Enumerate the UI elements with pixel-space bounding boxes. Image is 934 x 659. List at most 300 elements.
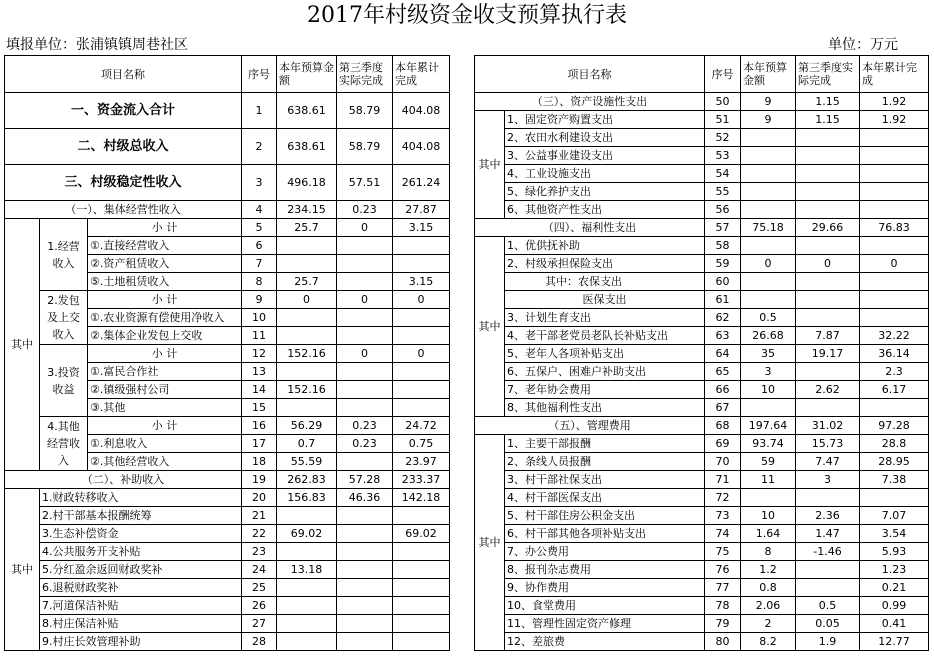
- row-number: 56: [705, 201, 741, 219]
- budget-value: [741, 291, 796, 309]
- table-row: [475, 435, 929, 453]
- q3-value: [796, 579, 860, 597]
- q3-value: [337, 309, 393, 327]
- row-number: 11: [242, 327, 277, 345]
- budget-value: 1.64: [741, 525, 796, 543]
- row-label: 5、村干部住房公积金支出: [505, 507, 705, 525]
- row-label: 1、主要干部报酬: [505, 435, 705, 453]
- qizhong-label: 其中: [475, 111, 505, 219]
- header-cumulative: 本年累计完成: [860, 56, 929, 93]
- budget-value: 496.18: [277, 165, 337, 201]
- q3-value: 0.5: [796, 597, 860, 615]
- q3-value: [796, 273, 860, 291]
- row-number: 12: [242, 345, 277, 363]
- table-row: [475, 291, 929, 309]
- budget-value: 156.83: [277, 489, 337, 507]
- row-label: 3、村干部社保支出: [505, 471, 705, 489]
- budget-value: 10: [741, 507, 796, 525]
- header-q3: 第三季度实际完成: [796, 56, 860, 93]
- budget-value: 26.68: [741, 327, 796, 345]
- cumulative-value: 142.18: [393, 489, 450, 507]
- other-income-group: 4.其他经营收入: [40, 417, 88, 471]
- row-label: 7.河道保洁补贴: [40, 597, 242, 615]
- cumulative-value: [860, 183, 929, 201]
- row-label: ①.直接经营收入: [88, 237, 242, 255]
- q3-value: 2.36: [796, 507, 860, 525]
- row-label: 三、村级稳定性收入: [5, 165, 242, 201]
- budget-value: 25.7: [277, 219, 337, 237]
- table-row: [475, 417, 929, 435]
- budget-value: [277, 633, 337, 651]
- table-row: [475, 471, 929, 489]
- q3-value: 1.15: [796, 111, 860, 129]
- budget-value: [741, 147, 796, 165]
- budget-value: 0: [741, 255, 796, 273]
- table-row: [475, 579, 929, 597]
- cumulative-value: 27.87: [393, 201, 450, 219]
- cumulative-value: [393, 309, 450, 327]
- cumulative-value: 0.99: [860, 597, 929, 615]
- cumulative-value: 0: [393, 345, 450, 363]
- q3-value: 31.02: [796, 417, 860, 435]
- contract-income-group: 2.发包及上交收入: [40, 291, 88, 345]
- row-number: 27: [242, 615, 277, 633]
- q3-value: 2.62: [796, 381, 860, 399]
- table-header: [475, 56, 929, 93]
- table-row: [475, 237, 929, 255]
- budget-value: 75.18: [741, 219, 796, 237]
- row-label: 6、其他资产性支出: [505, 201, 705, 219]
- row-label: 5.分红盈余返回财政奖补: [40, 561, 242, 579]
- budget-value: 638.61: [277, 129, 337, 165]
- budget-value: 3: [741, 363, 796, 381]
- budget-value: 0: [277, 291, 337, 309]
- budget-value: [741, 399, 796, 417]
- q3-value: 0.05: [796, 615, 860, 633]
- row-number: 69: [705, 435, 741, 453]
- cumulative-value: [393, 507, 450, 525]
- row-number: 20: [242, 489, 277, 507]
- row-number: 10: [242, 309, 277, 327]
- cumulative-value: 1.92: [860, 111, 929, 129]
- budget-value: 0.7: [277, 435, 337, 453]
- row-number: 62: [705, 309, 741, 327]
- cumulative-value: [393, 615, 450, 633]
- row-label: （五）、管理费用: [475, 417, 705, 435]
- cumulative-value: 7.38: [860, 471, 929, 489]
- budget-value: [277, 237, 337, 255]
- cumulative-value: 28.8: [860, 435, 929, 453]
- row-label: 一、资金流入合计: [5, 93, 242, 129]
- qizhong-label: 其中: [5, 219, 40, 471]
- budget-value: 2: [741, 615, 796, 633]
- row-number: 19: [242, 471, 277, 489]
- row-label: 2、农田水利建设支出: [505, 129, 705, 147]
- row-number: 76: [705, 561, 741, 579]
- table-row: [5, 525, 450, 543]
- row-label: 3、计划生育支出: [505, 309, 705, 327]
- cumulative-value: 0.21: [860, 579, 929, 597]
- row-label: ⑤.土地租赁收入: [88, 273, 242, 291]
- operating-income-group: 1.经营收入: [40, 219, 88, 291]
- row-label: 8.村庄保洁补贴: [40, 615, 242, 633]
- cumulative-value: 36.14: [860, 345, 929, 363]
- budget-value: 0.5: [741, 309, 796, 327]
- budget-value: 0.8: [741, 579, 796, 597]
- q3-value: [796, 165, 860, 183]
- row-label: 医保支出: [505, 291, 705, 309]
- income-table: [4, 55, 450, 651]
- table-row: [5, 129, 450, 165]
- table-row: [475, 489, 929, 507]
- row-label: 7、办公费用: [505, 543, 705, 561]
- cumulative-value: [393, 579, 450, 597]
- row-number: 15: [242, 399, 277, 417]
- row-label: 3.生态补偿资金: [40, 525, 242, 543]
- q3-value: [337, 597, 393, 615]
- row-label: 1.财政转移收入: [40, 489, 242, 507]
- cumulative-value: 1.23: [860, 561, 929, 579]
- table-row: [475, 381, 929, 399]
- row-label: 2、村级承担保险支出: [505, 255, 705, 273]
- row-label: 6、村干部其他各项补贴支出: [505, 525, 705, 543]
- q3-value: 58.79: [337, 129, 393, 165]
- row-label: 8、报刊杂志费用: [505, 561, 705, 579]
- budget-value: 13.18: [277, 561, 337, 579]
- q3-value: [337, 579, 393, 597]
- budget-value: 9: [741, 93, 796, 111]
- reporting-unit: 填报单位：张浦镇镇周巷社区: [6, 37, 188, 53]
- row-number: 1: [242, 93, 277, 129]
- budget-value: 152.16: [277, 381, 337, 399]
- table-row: [475, 345, 929, 363]
- row-label: ①.富民合作社: [88, 363, 242, 381]
- budget-value: [277, 399, 337, 417]
- budget-value: 1.2: [741, 561, 796, 579]
- budget-value: [277, 327, 337, 345]
- budget-value: [741, 273, 796, 291]
- cumulative-value: 1.92: [860, 93, 929, 111]
- cumulative-value: 32.22: [860, 327, 929, 345]
- budget-value: [741, 201, 796, 219]
- row-label: 9、协作费用: [505, 579, 705, 597]
- row-label: ②.其他经营收入: [88, 453, 242, 471]
- header-q3: 第三季度实际完成: [337, 56, 393, 93]
- budget-value: [277, 579, 337, 597]
- budget-value: 9: [741, 111, 796, 129]
- cumulative-value: 3.54: [860, 525, 929, 543]
- cumulative-value: [393, 399, 450, 417]
- q3-value: [796, 489, 860, 507]
- cumulative-value: [393, 633, 450, 651]
- budget-value: 638.61: [277, 93, 337, 129]
- cumulative-value: [860, 147, 929, 165]
- row-number: 53: [705, 147, 741, 165]
- table-row: [475, 327, 929, 345]
- row-number: 59: [705, 255, 741, 273]
- q3-value: 46.36: [337, 489, 393, 507]
- q3-value: [796, 399, 860, 417]
- qizhong-label: 其中: [5, 489, 40, 651]
- table-row: [475, 129, 929, 147]
- budget-value: 55.59: [277, 453, 337, 471]
- page-title: 2017年村级资金收支预算执行表: [307, 3, 627, 28]
- q3-value: [337, 255, 393, 273]
- budget-value: 25.7: [277, 273, 337, 291]
- row-number: 57: [705, 219, 741, 237]
- q3-value: 3: [796, 471, 860, 489]
- table-row: [475, 597, 929, 615]
- budget-value: 35: [741, 345, 796, 363]
- row-number: 6: [242, 237, 277, 255]
- budget-value: 56.29: [277, 417, 337, 435]
- header-cumulative: 本年累计完成: [393, 56, 450, 93]
- q3-value: 19.17: [796, 345, 860, 363]
- row-label: ②.镇级强村公司: [88, 381, 242, 399]
- row-label: 1、固定资产购置支出: [505, 111, 705, 129]
- row-number: 66: [705, 381, 741, 399]
- table-row: [475, 507, 929, 525]
- budget-value: 8.2: [741, 633, 796, 651]
- row-label: ①.利息收入: [88, 435, 242, 453]
- budget-value: [741, 129, 796, 147]
- q3-value: 0: [337, 291, 393, 309]
- q3-value: [337, 237, 393, 255]
- cumulative-value: 3.15: [393, 219, 450, 237]
- q3-value: 1.47: [796, 525, 860, 543]
- table-row: [5, 543, 450, 561]
- q3-value: [796, 561, 860, 579]
- table-row: [5, 633, 450, 651]
- budget-value: [741, 237, 796, 255]
- cumulative-value: 404.08: [393, 93, 450, 129]
- table-row: [5, 615, 450, 633]
- q3-value: 57.51: [337, 165, 393, 201]
- q3-value: 7.87: [796, 327, 860, 345]
- cumulative-value: 3.15: [393, 273, 450, 291]
- row-label: 10、食堂费用: [505, 597, 705, 615]
- table-row: [5, 201, 450, 219]
- header-budget: 本年预算金额: [277, 56, 337, 93]
- q3-value: [337, 561, 393, 579]
- row-label: 4、工业设施支出: [505, 165, 705, 183]
- q3-value: 29.66: [796, 219, 860, 237]
- header-item: 项目名称: [475, 56, 705, 93]
- table-row: [475, 309, 929, 327]
- q3-value: -1.46: [796, 543, 860, 561]
- currency-unit: 单位：万元: [828, 37, 898, 53]
- cumulative-value: [393, 237, 450, 255]
- q3-value: [337, 543, 393, 561]
- row-number: 70: [705, 453, 741, 471]
- budget-value: 11: [741, 471, 796, 489]
- row-number: 63: [705, 327, 741, 345]
- row-number: 60: [705, 273, 741, 291]
- row-number: 64: [705, 345, 741, 363]
- row-label: 6、五保户、困难户补助支出: [505, 363, 705, 381]
- row-label: 8、其他福利性支出: [505, 399, 705, 417]
- row-label: 9.村庄长效管理补助: [40, 633, 242, 651]
- cumulative-value: 6.17: [860, 381, 929, 399]
- q3-value: 1.9: [796, 633, 860, 651]
- q3-value: [337, 525, 393, 543]
- budget-value: 93.74: [741, 435, 796, 453]
- budget-value: 59: [741, 453, 796, 471]
- table-row: [5, 417, 450, 435]
- row-number: 67: [705, 399, 741, 417]
- table-row: [475, 183, 929, 201]
- row-label: 2.村干部基本报酬统筹: [40, 507, 242, 525]
- row-label: 3、公益事业建设支出: [505, 147, 705, 165]
- table-row: [5, 165, 450, 201]
- row-label: ②.集体企业发包上交收: [88, 327, 242, 345]
- row-number: 55: [705, 183, 741, 201]
- row-number: 5: [242, 219, 277, 237]
- cumulative-value: 404.08: [393, 129, 450, 165]
- row-label: 4、村干部医保支出: [505, 489, 705, 507]
- header-no: 序号: [242, 56, 277, 93]
- cumulative-value: [393, 327, 450, 345]
- row-number: 77: [705, 579, 741, 597]
- row-number: 9: [242, 291, 277, 309]
- row-number: 2: [242, 129, 277, 165]
- table-row: [475, 453, 929, 471]
- table-row: [475, 363, 929, 381]
- cumulative-value: 2.3: [860, 363, 929, 381]
- row-label: 二、村级总收入: [5, 129, 242, 165]
- budget-value: 8: [741, 543, 796, 561]
- cumulative-value: [860, 129, 929, 147]
- q3-value: 0.23: [337, 435, 393, 453]
- row-number: 61: [705, 291, 741, 309]
- table-row: [5, 471, 450, 489]
- row-number: 75: [705, 543, 741, 561]
- cumulative-value: 23.97: [393, 453, 450, 471]
- cumulative-value: 0: [393, 291, 450, 309]
- row-number: 23: [242, 543, 277, 561]
- row-number: 74: [705, 525, 741, 543]
- table-row: [475, 543, 929, 561]
- table-row: [475, 255, 929, 273]
- row-number: 54: [705, 165, 741, 183]
- budget-value: 152.16: [277, 345, 337, 363]
- row-number: 7: [242, 255, 277, 273]
- q3-value: [337, 399, 393, 417]
- row-label: 小 计: [88, 417, 242, 435]
- row-number: 79: [705, 615, 741, 633]
- cumulative-value: [860, 399, 929, 417]
- row-number: 17: [242, 435, 277, 453]
- cumulative-value: 0.41: [860, 615, 929, 633]
- row-number: 13: [242, 363, 277, 381]
- q3-value: [337, 633, 393, 651]
- budget-value: 234.15: [277, 201, 337, 219]
- row-number: 14: [242, 381, 277, 399]
- cumulative-value: 261.24: [393, 165, 450, 201]
- table-row: [475, 615, 929, 633]
- table-row: [5, 291, 450, 309]
- row-label: 小 计: [88, 345, 242, 363]
- budget-value: [277, 615, 337, 633]
- table-row: [475, 273, 929, 291]
- row-label: ①.农业资源有偿使用净收入: [88, 309, 242, 327]
- row-label: 小 计: [88, 291, 242, 309]
- row-number: 8: [242, 273, 277, 291]
- row-label: ②.资产租赁收入: [88, 255, 242, 273]
- cumulative-value: 28.95: [860, 453, 929, 471]
- budget-value: 197.64: [741, 417, 796, 435]
- budget-value: 262.83: [277, 471, 337, 489]
- cumulative-value: [860, 291, 929, 309]
- row-number: 72: [705, 489, 741, 507]
- row-number: 78: [705, 597, 741, 615]
- row-label: ③.其他: [88, 399, 242, 417]
- cumulative-value: 76.83: [860, 219, 929, 237]
- cumulative-value: [393, 255, 450, 273]
- row-number: 21: [242, 507, 277, 525]
- row-number: 4: [242, 201, 277, 219]
- row-label: （二）、补助收入: [5, 471, 242, 489]
- table-row: [475, 201, 929, 219]
- row-label: 5、老年人各项补贴支出: [505, 345, 705, 363]
- table-row: [5, 561, 450, 579]
- row-number: 28: [242, 633, 277, 651]
- q3-value: 0.23: [337, 417, 393, 435]
- header-item: 项目名称: [5, 56, 242, 93]
- cumulative-value: [860, 165, 929, 183]
- row-label: 其中：农保支出: [505, 273, 705, 291]
- cumulative-value: [860, 201, 929, 219]
- cumulative-value: 5.93: [860, 543, 929, 561]
- table-row: [475, 165, 929, 183]
- cumulative-value: [393, 543, 450, 561]
- table-row: [475, 219, 929, 237]
- header-no: 序号: [705, 56, 741, 93]
- cumulative-value: [393, 597, 450, 615]
- q3-value: [337, 363, 393, 381]
- row-number: 52: [705, 129, 741, 147]
- q3-value: [796, 183, 860, 201]
- expenditure-table: [474, 55, 929, 651]
- cumulative-value: 12.77: [860, 633, 929, 651]
- q3-value: 57.28: [337, 471, 393, 489]
- budget-value: [277, 543, 337, 561]
- q3-value: [796, 201, 860, 219]
- row-number: 3: [242, 165, 277, 201]
- table-row: [475, 399, 929, 417]
- cumulative-value: [860, 237, 929, 255]
- q3-value: [796, 129, 860, 147]
- table-row: [5, 93, 450, 129]
- q3-value: 0: [796, 255, 860, 273]
- table-row: [5, 489, 450, 507]
- q3-value: 7.47: [796, 453, 860, 471]
- cumulative-value: [860, 309, 929, 327]
- table-row: [5, 507, 450, 525]
- table-row: [5, 597, 450, 615]
- row-label: 11、管理性固定资产修理: [505, 615, 705, 633]
- row-number: 26: [242, 597, 277, 615]
- budget-value: [741, 165, 796, 183]
- row-label: 1、优供抚补助: [505, 237, 705, 255]
- q3-value: [337, 507, 393, 525]
- row-number: 71: [705, 471, 741, 489]
- cumulative-value: [393, 381, 450, 399]
- row-number: 68: [705, 417, 741, 435]
- cumulative-value: 69.02: [393, 525, 450, 543]
- row-number: 73: [705, 507, 741, 525]
- q3-value: [337, 273, 393, 291]
